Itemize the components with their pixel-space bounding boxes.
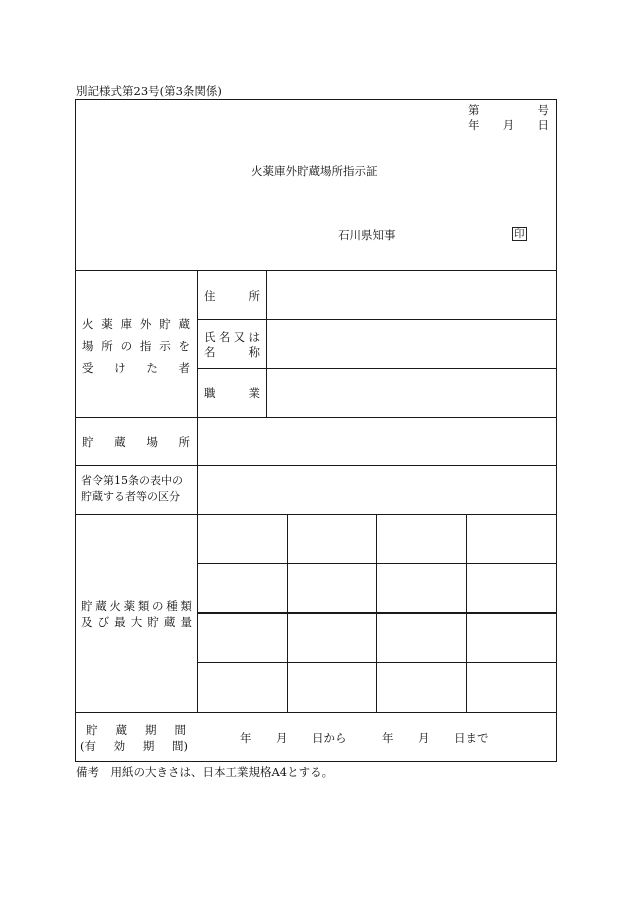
category-field[interactable] [199, 467, 555, 513]
explosives-label-line1: 貯 蔵 火 薬 類 の 種 類 [81, 599, 192, 613]
footer-note: 備考 用紙の大きさは、日本工業規格A4とする。 [76, 765, 334, 779]
issue-date: 年 月 日 [468, 118, 549, 132]
period-label-line1: 貯 蔵 期 間 [86, 723, 186, 737]
form-title: 火薬庫外貯蔵場所指示証 [251, 164, 378, 178]
explosives-label-line2: 及 び 最 大 貯 蔵 量 [81, 615, 192, 629]
category-label-line2: 貯蔵する者等の区分 [81, 490, 180, 503]
storage-place-field[interactable] [199, 419, 555, 464]
seal-mark: 印 [514, 228, 525, 240]
name-label: 氏 名 又 は [204, 330, 260, 344]
address-field[interactable] [268, 272, 555, 318]
issuer: 石川県知事 [338, 228, 396, 242]
period-label-line2: (有 効 期 間) [80, 739, 188, 753]
form-number-label: 別記様式第23号(第3条関係) [76, 84, 222, 98]
occupation-label: 職 業 [204, 386, 260, 400]
certificate-number: 第 号 [468, 103, 549, 117]
category-label-line1: 省令第15条の表中の [81, 474, 183, 487]
name-field[interactable] [268, 321, 555, 367]
storage-place-label: 貯 蔵 場 所 [82, 435, 190, 449]
address-label: 住 所 [204, 289, 260, 303]
occupation-field[interactable] [268, 370, 555, 416]
